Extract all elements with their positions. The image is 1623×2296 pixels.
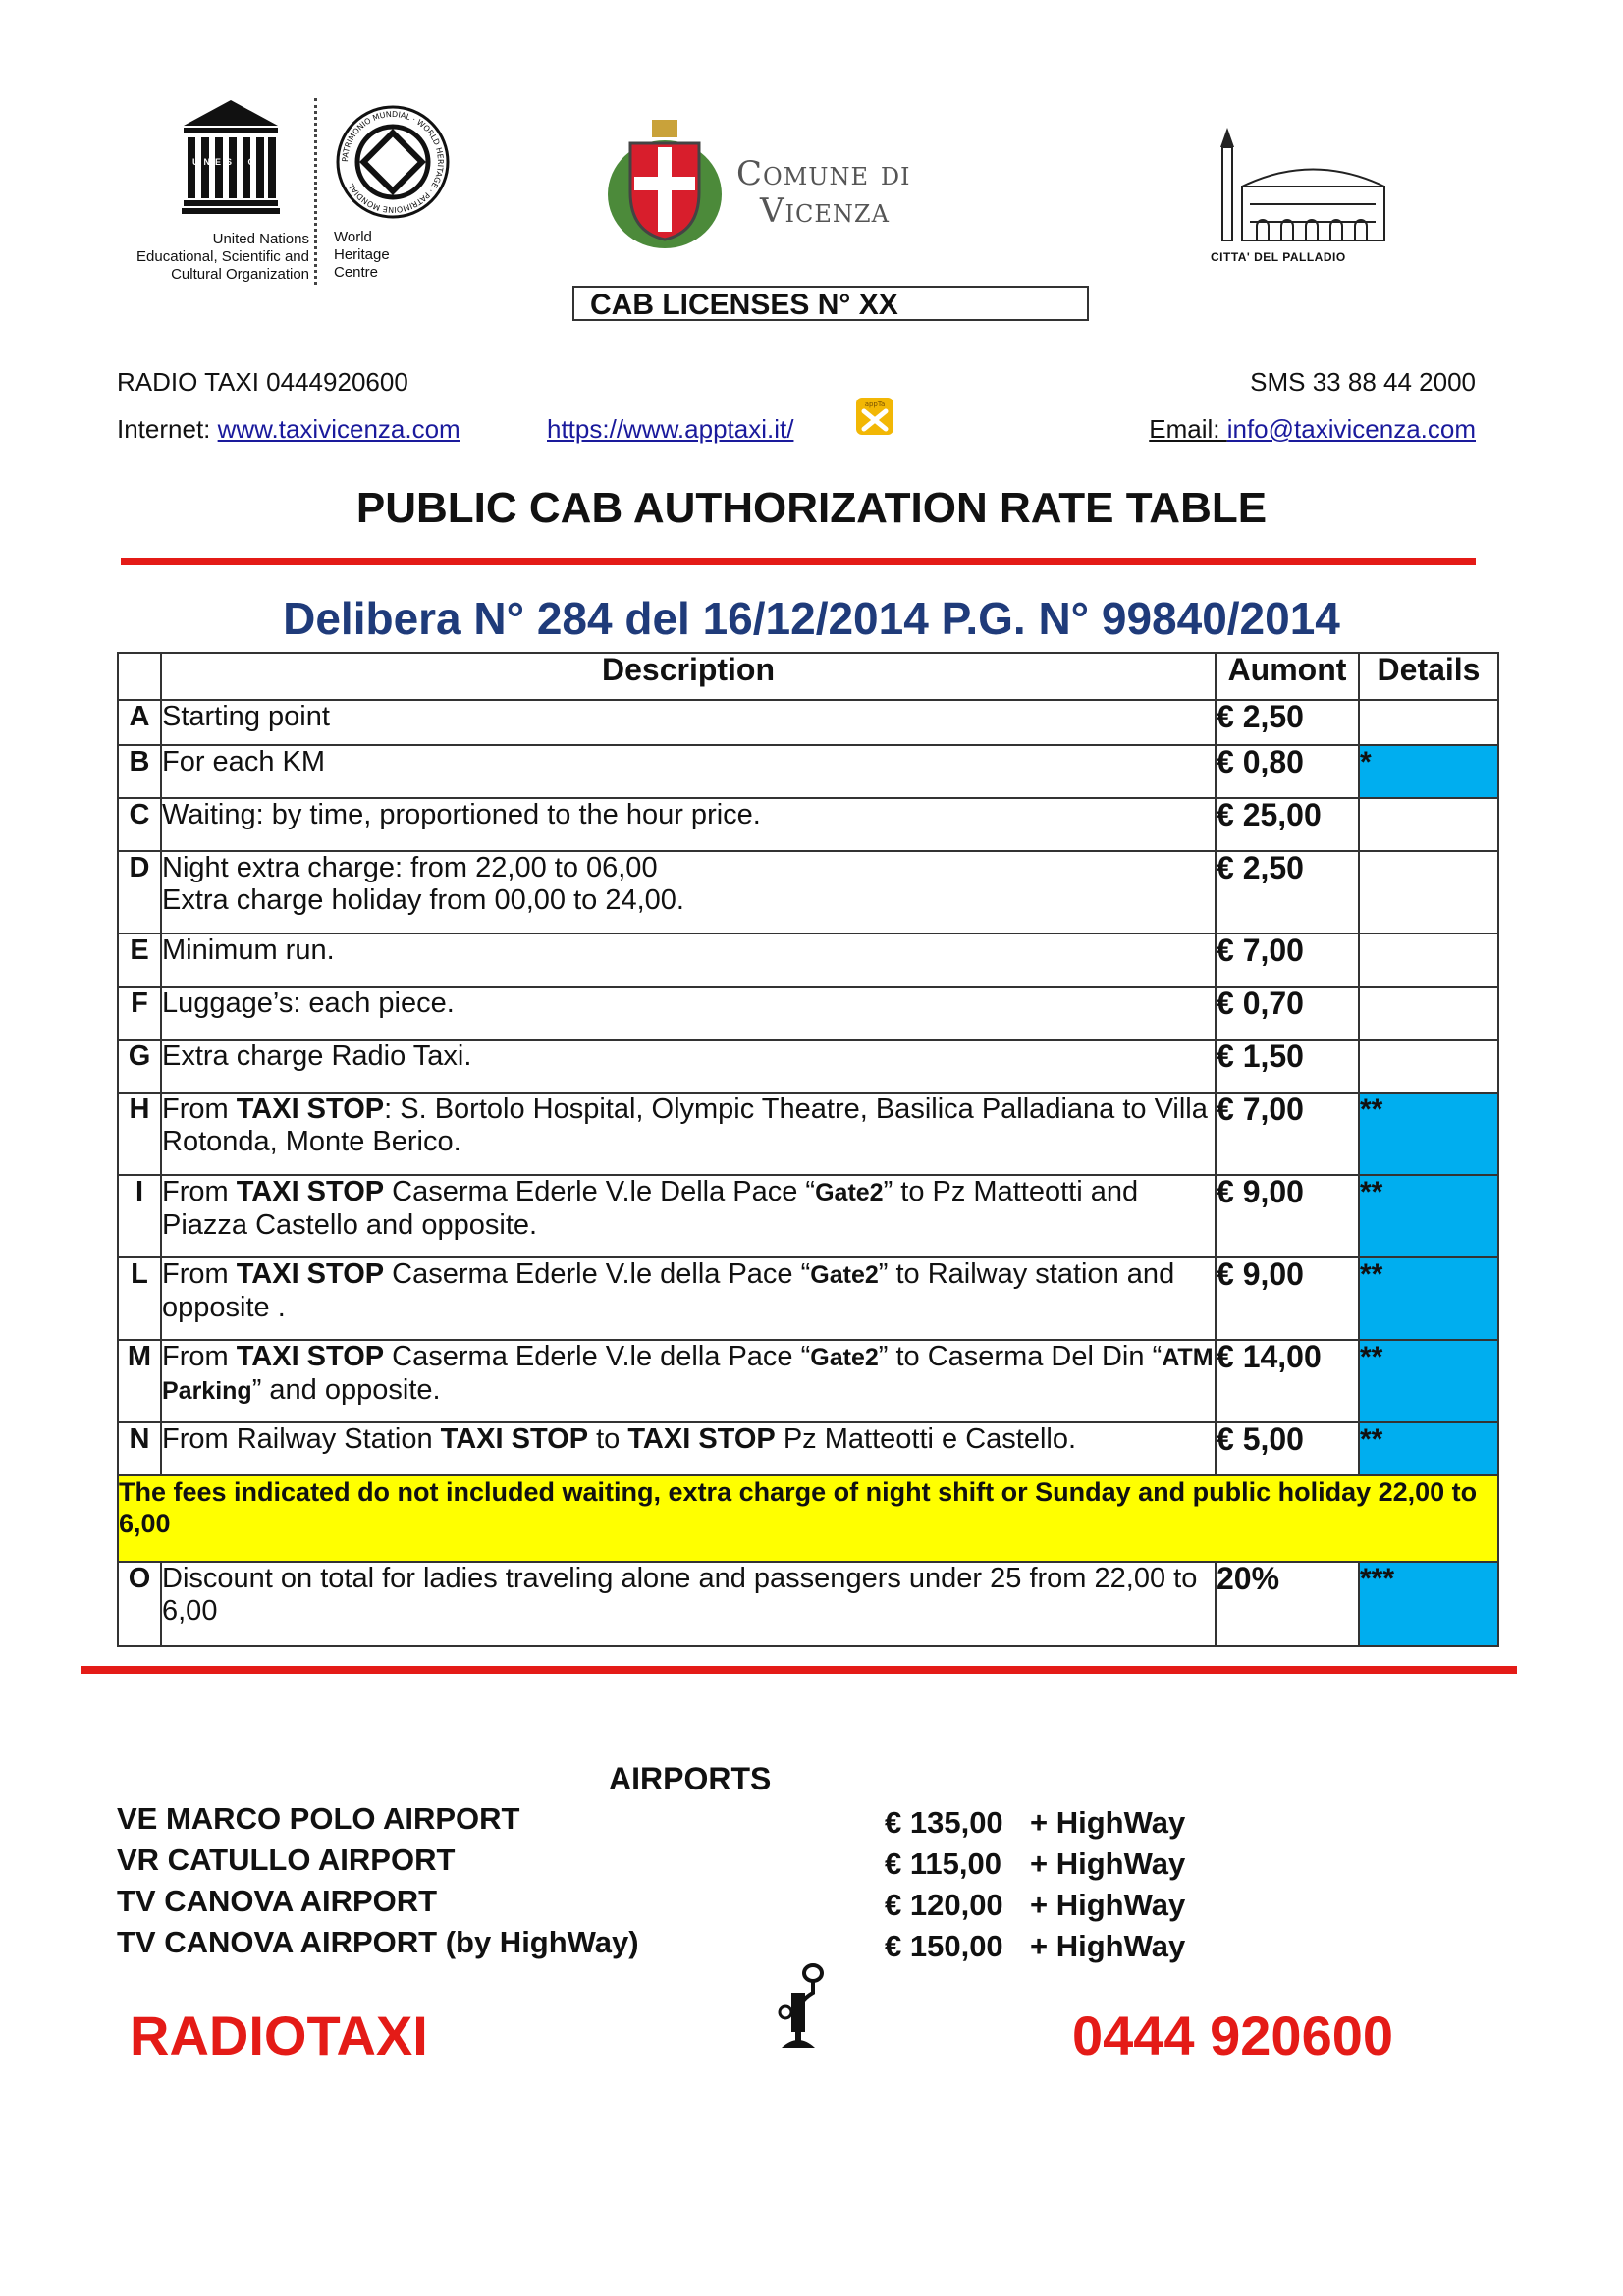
- rate-details: [1359, 1040, 1498, 1093]
- footer-phone-number: 0444 920600: [1072, 2004, 1394, 2066]
- airport-row: [117, 1883, 1295, 1922]
- header-details: Details: [1359, 653, 1498, 700]
- rate-letter: G: [118, 1040, 161, 1093]
- cab-license-box: CAB LICENSES N° XX: [572, 286, 1089, 321]
- airport-highway: + HighWay: [1030, 1929, 1186, 1963]
- rate-description: Extra charge Radio Taxi.: [161, 1040, 1216, 1093]
- rate-description: For each KM: [161, 745, 1216, 798]
- rate-row-c: [118, 798, 1498, 851]
- rate-details: **: [1359, 1175, 1498, 1257]
- rate-amount: € 25,00: [1216, 798, 1359, 851]
- rate-letter: M: [118, 1340, 161, 1422]
- rate-amount: € 2,50: [1216, 851, 1359, 934]
- rate-description: Minimum run.: [161, 934, 1216, 987]
- airport-name: VE MARCO POLO AIRPORT: [117, 1801, 520, 1836]
- telephone-icon: [776, 1963, 827, 2052]
- rate-description: From TAXI STOP: S. Bortolo Hospital, Olympic Theatre, Basilica Palladiana to Villa Rotonda, Monte Berico.: [161, 1093, 1216, 1175]
- rate-table-header: [118, 653, 1498, 700]
- rate-letter: I: [118, 1175, 161, 1257]
- rate-description: Waiting: by time, proportioned to the hour price.: [161, 798, 1216, 851]
- table-red-divider: [81, 1666, 1517, 1674]
- rate-details: [1359, 700, 1498, 745]
- apptaxi-app-icon[interactable]: [856, 398, 893, 435]
- rate-letter: D: [118, 851, 161, 934]
- world-heritage-text: World Heritage Centre: [334, 229, 390, 281]
- rate-letter: B: [118, 745, 161, 798]
- rate-details: **: [1359, 1340, 1498, 1422]
- rate-details: [1359, 934, 1498, 987]
- rate-letter: E: [118, 934, 161, 987]
- rate-row-o: [118, 1562, 1498, 1646]
- rate-table: [117, 652, 1499, 1647]
- rate-details: **: [1359, 1093, 1498, 1175]
- airport-highway: + HighWay: [1030, 1846, 1186, 1881]
- rate-details: **: [1359, 1257, 1498, 1340]
- rate-description: From Railway Station TAXI STOP to TAXI STOP Pz Matteotti e Castello.: [161, 1422, 1216, 1475]
- rate-letter: N: [118, 1422, 161, 1475]
- airport-price: € 135,00: [885, 1805, 1003, 1840]
- apptaxi-icon: [856, 398, 893, 435]
- header-amount: Aumont: [1216, 653, 1359, 700]
- rate-amount: € 0,80: [1216, 745, 1359, 798]
- rate-letter: H: [118, 1093, 161, 1175]
- radio-taxi-number: RADIO TAXI 0444920600: [117, 367, 408, 397]
- page-title: PUBLIC CAB AUTHORIZATION RATE TABLE: [355, 484, 1268, 532]
- rate-description: Luggage’s: each piece.: [161, 987, 1216, 1040]
- rate-description: From TAXI STOP Caserma Ederle V.le Della Pace “Gate2” to Pz Matteotti and Piazza Castello and opposite.: [161, 1175, 1216, 1257]
- airport-price: € 115,00: [885, 1846, 1001, 1881]
- rate-amount: € 7,00: [1216, 934, 1359, 987]
- apptaxi-link[interactable]: https://www.apptaxi.it/: [547, 414, 794, 444]
- rate-letter: L: [118, 1257, 161, 1340]
- world-heritage-seal-text: PATRIMONIO MUNDIAL · WORLD HERITAGE · PATRIMOINE MONDIAL: [340, 109, 446, 215]
- rate-row-b: [118, 745, 1498, 798]
- email-line: Email: info@taxivicenza.com: [1149, 414, 1476, 444]
- email-link[interactable]: info@taxivicenza.com: [1226, 414, 1476, 444]
- world-heritage-logo: [316, 103, 446, 290]
- rate-details: **: [1359, 1422, 1498, 1475]
- apptaxi-icon-label: appTa: [864, 400, 886, 408]
- rate-description: Starting point: [161, 700, 1216, 745]
- unesco-wordmark: UNESCO: [192, 157, 260, 167]
- airport-price: € 150,00: [885, 1929, 1003, 1963]
- rate-details: ***: [1359, 1562, 1498, 1646]
- citta-del-palladio-logo: [1203, 128, 1389, 265]
- rate-row-d: [118, 851, 1498, 934]
- rate-amount: € 5,00: [1216, 1422, 1359, 1475]
- rate-amount: € 1,50: [1216, 1040, 1359, 1093]
- citta-del-palladio-caption: CITTA' DEL PALLADIO: [1211, 250, 1346, 264]
- comune-di-vicenza-text: Comune di Vicenza: [736, 154, 911, 231]
- fees-note-row: [118, 1475, 1498, 1562]
- rate-row-g: [118, 1040, 1498, 1093]
- taxivicenza-link[interactable]: www.taxivicenza.com: [217, 414, 460, 444]
- rate-row-l: [118, 1257, 1498, 1340]
- comune-di-vicenza-logo: [601, 116, 954, 253]
- vicenza-crest-icon: [601, 116, 729, 253]
- header-letter: [118, 653, 161, 700]
- rate-letter: O: [118, 1562, 161, 1646]
- rate-row-i: [118, 1175, 1498, 1257]
- rate-amount: 20%: [1216, 1562, 1359, 1646]
- rate-row-n: [118, 1422, 1498, 1475]
- airport-row: [117, 1842, 1295, 1881]
- rate-letter: A: [118, 700, 161, 745]
- internet-line: Internet: www.taxivicenza.com: [117, 414, 460, 444]
- fees-note: The fees indicated do not included waiting, extra charge of night shift or Sunday and public holiday 22,00 to 6,00: [118, 1475, 1498, 1562]
- unesco-logo: [108, 98, 309, 290]
- rate-amount: € 9,00: [1216, 1257, 1359, 1340]
- rate-amount: € 7,00: [1216, 1093, 1359, 1175]
- rate-amount: € 0,70: [1216, 987, 1359, 1040]
- rate-amount: € 14,00: [1216, 1340, 1359, 1422]
- unesco-org-name: United Nations Educational, Scientific and Cultural Organization: [136, 231, 309, 283]
- airport-price: € 120,00: [885, 1888, 1003, 1922]
- rate-letter: C: [118, 798, 161, 851]
- rate-row-a: [118, 700, 1498, 745]
- sms-number: SMS 33 88 44 2000: [1250, 367, 1476, 397]
- basilica-palladiana-icon: [1203, 128, 1389, 245]
- airport-highway: + HighWay: [1030, 1888, 1186, 1922]
- delibera-reference: Delibera N° 284 del 16/12/2014 P.G. N° 99840/2014: [283, 593, 1340, 644]
- footer-radiotaxi: RADIOTAXI: [130, 2004, 428, 2066]
- rate-row-e: [118, 934, 1498, 987]
- airport-row: [117, 1800, 1295, 1840]
- rate-amount: € 2,50: [1216, 700, 1359, 745]
- rate-description: From TAXI STOP Caserma Ederle V.le della Pace “Gate2” to Railway station and opposite .: [161, 1257, 1216, 1340]
- title-red-divider: [121, 558, 1476, 565]
- rate-row-h: [118, 1093, 1498, 1175]
- rate-details: [1359, 798, 1498, 851]
- rate-description: Night extra charge: from 22,00 to 06,00 Extra charge holiday from 00,00 to 24,00.: [161, 851, 1216, 934]
- rate-description: From TAXI STOP Caserma Ederle V.le della Pace “Gate2” to Caserma Del Din “ATM Parking” and opposite.: [161, 1340, 1216, 1422]
- header-description: Description: [161, 653, 1216, 700]
- rate-amount: € 9,00: [1216, 1175, 1359, 1257]
- airport-name: TV CANOVA AIRPORT (by HighWay): [117, 1925, 639, 1959]
- airport-row: [117, 1924, 1295, 1963]
- rate-letter: F: [118, 987, 161, 1040]
- rate-details: [1359, 987, 1498, 1040]
- airport-name: TV CANOVA AIRPORT: [117, 1884, 438, 1918]
- rate-description: Discount on total for ladies traveling alone and passengers under 25 from 22,00 to 6,00: [161, 1562, 1216, 1646]
- rate-row-m: [118, 1340, 1498, 1422]
- airports-title: AIRPORTS: [609, 1761, 772, 1796]
- airport-highway: + HighWay: [1030, 1805, 1186, 1840]
- airport-name: VR CATULLO AIRPORT: [117, 1842, 456, 1877]
- world-heritage-emblem-icon: [334, 103, 452, 221]
- rate-details: [1359, 851, 1498, 934]
- rate-row-f: [118, 987, 1498, 1040]
- rate-details: *: [1359, 745, 1498, 798]
